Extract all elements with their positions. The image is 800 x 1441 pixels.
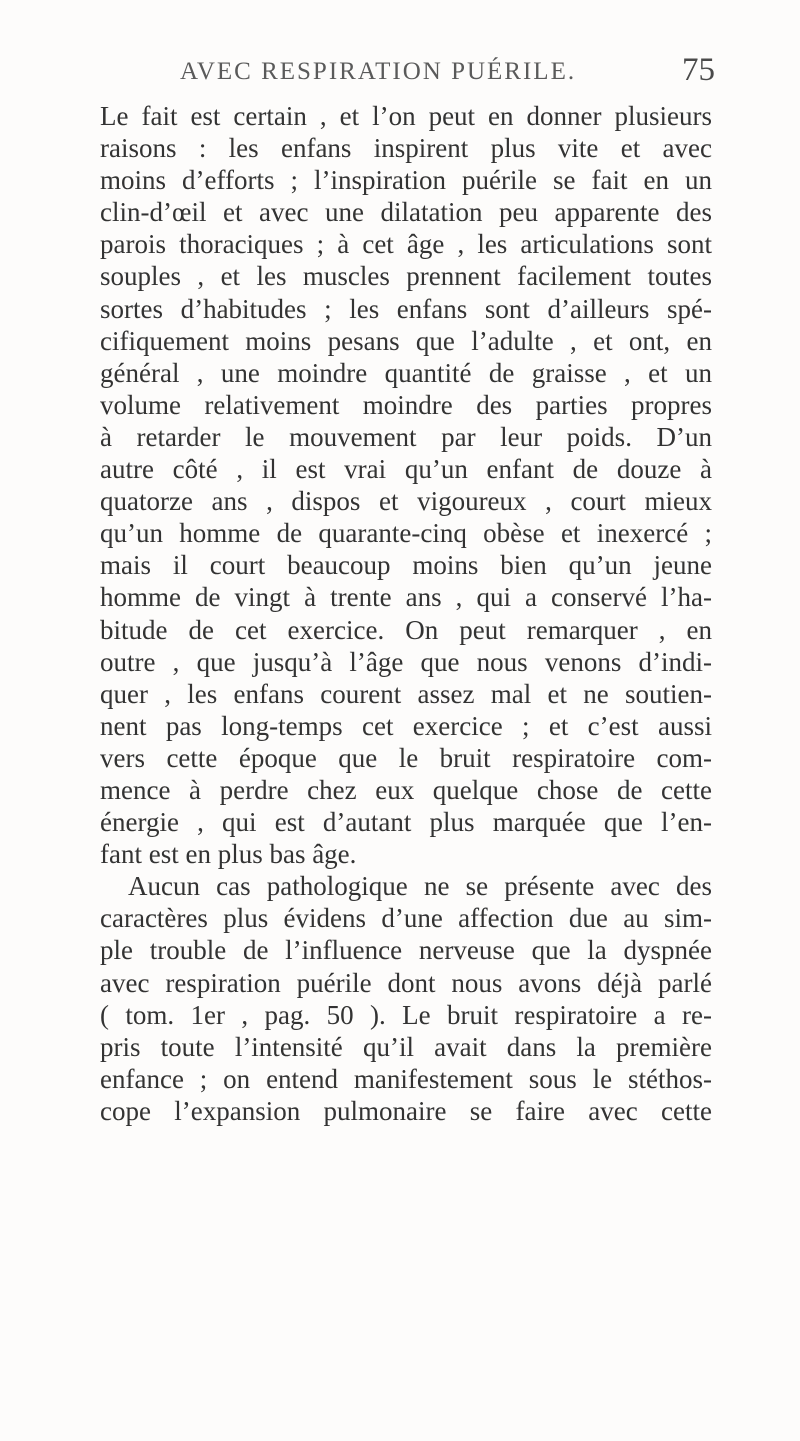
text-line: clin-d’œil et avec une dilatation peu apparente des bbox=[100, 197, 712, 228]
text-line: énergie , qui est d’autant plus marquée que l’en- bbox=[100, 807, 712, 838]
text-line: autre côté , il est vrai qu’un enfant de douze à bbox=[100, 454, 712, 485]
text-line: qu’un homme de quarante-cinq obèse et inexercé ; bbox=[100, 518, 712, 549]
page-number: 75 bbox=[682, 52, 715, 88]
text-line: mence à perdre chez eux quelque chose de cette bbox=[100, 774, 712, 805]
text-line: raisons : les enfans inspirent plus vite et avec bbox=[100, 133, 712, 164]
text-line: caractères plus évidens d’une affection due au sim- bbox=[100, 903, 712, 934]
text-line: outre , que jusqu’à l’âge que nous venons d’indi- bbox=[100, 646, 712, 677]
text-line: avec respiration puérile dont nous avons déjà parlé bbox=[100, 967, 712, 998]
text-line: général , une moindre quantité de graisse , et un bbox=[100, 357, 712, 388]
text-line: mais il court beaucoup moins bien qu’un jeune bbox=[100, 550, 712, 581]
body-text bbox=[100, 100, 712, 1127]
running-head: AVEC RESPIRATION PUÉRILE. bbox=[180, 58, 577, 85]
text-line: quatorze ans , dispos et vigoureux , court mieux bbox=[100, 486, 712, 517]
text-line: fant est en plus bas âge. bbox=[100, 839, 357, 870]
text-line: souples , et les muscles prennent facilement toutes bbox=[100, 261, 712, 292]
text-line: cifiquement moins pesans que l’adulte , et ont, en bbox=[100, 325, 712, 356]
text-line: bitude de cet exercice. On peut remarquer , en bbox=[100, 614, 712, 645]
text-line: enfance ; on entend manifestement sous le stéthos- bbox=[100, 1063, 712, 1094]
text-line: volume relativement moindre des parties propres bbox=[100, 389, 712, 420]
text-line: pris toute l’intensité qu’il avait dans la première bbox=[100, 1031, 712, 1062]
text-line: vers cette époque que le bruit respiratoire com- bbox=[100, 742, 712, 773]
text-line: Aucun cas pathologique ne se présente avec des bbox=[128, 871, 712, 902]
text-line: homme de vingt à trente ans , qui a conservé l’ha- bbox=[100, 582, 712, 613]
text-line: quer , les enfans courent assez mal et ne soutien- bbox=[100, 678, 712, 709]
text-line: cope l’expansion pulmonaire se faire avec cette bbox=[100, 1095, 712, 1126]
text-line: nent pas long-temps cet exercice ; et c’est aussi bbox=[100, 710, 712, 741]
text-line: à retarder le mouvement par leur poids. D’un bbox=[100, 421, 712, 452]
text-line: ( tom. 1er , pag. 50 ). Le bruit respiratoire a re- bbox=[100, 999, 712, 1030]
text-line: sortes d’habitudes ; les enfans sont d’ailleurs spé- bbox=[100, 293, 712, 324]
text-line: Le fait est certain , et l’on peut en donner plusieurs bbox=[100, 101, 712, 131]
text-line: parois thoraciques ; à cet âge , les articulations sont bbox=[100, 229, 712, 260]
text-line: ple trouble de l’influence nerveuse que la dyspnée bbox=[100, 935, 712, 966]
page-header bbox=[100, 52, 715, 92]
text-line: moins d’efforts ; l’inspiration puérile se fait en un bbox=[100, 165, 712, 196]
